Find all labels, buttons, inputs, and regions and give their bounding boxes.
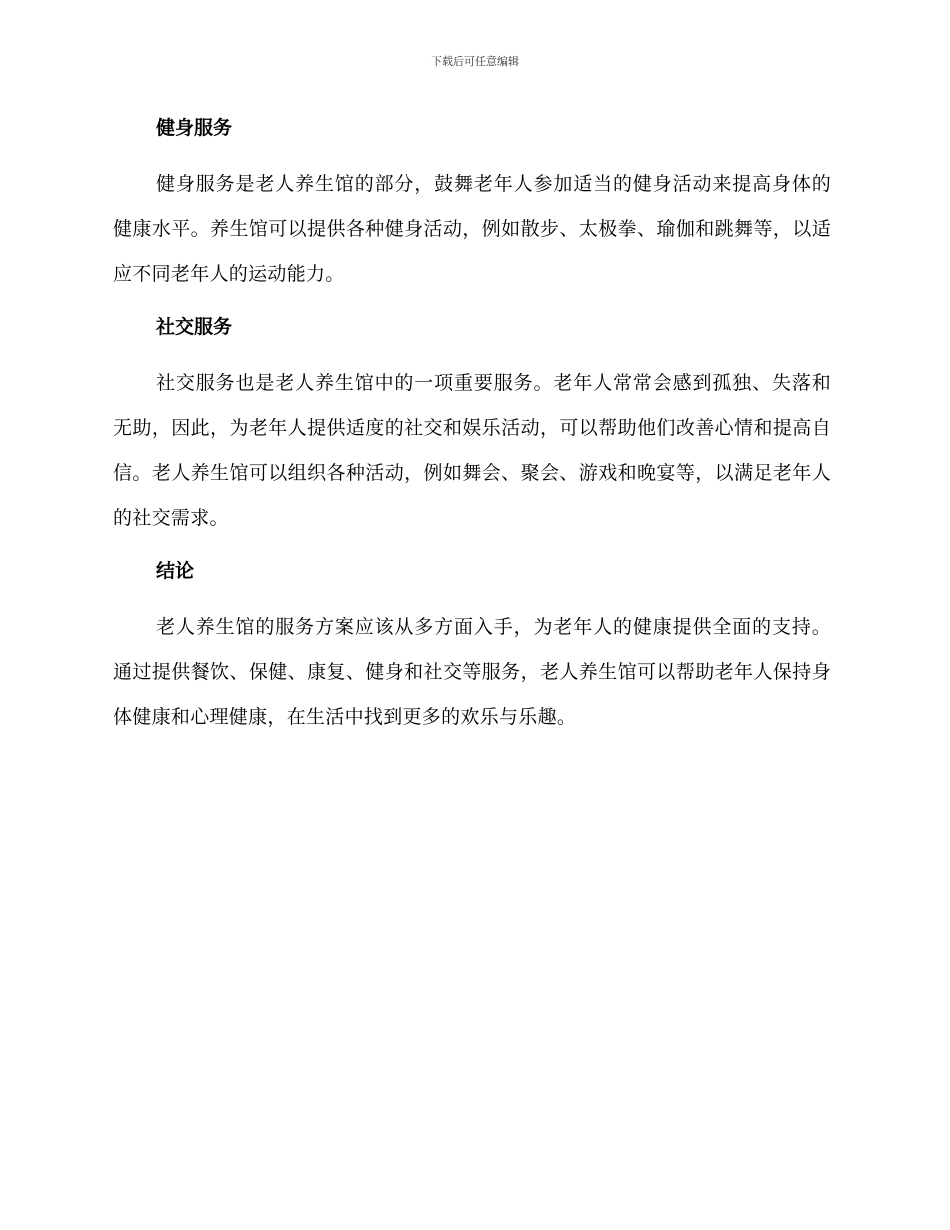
section-paragraph: 老人养生馆的服务方案应该从多方面入手，为老年人的健康提供全面的支持。通过提供餐饮、保健、康复、健身和社交等服务，老人养生馆可以帮助老年人保持身体健康和心理健康，在生活中找到更多的欢乐与乐趣。: [113, 616, 831, 728]
section-paragraph: 社交服务也是老人养生馆中的一项重要服务。老年人常常会感到孤独、失落和无助，因此，为老年人提供适度的社交和娱乐活动，可以帮助他们改善心情和提高自信。老人养生馆可以组织各种活动，例如舞会、聚会、游戏和晚宴等，以满足老年人的社交需求。: [113, 372, 831, 529]
section-conclusion: [113, 553, 831, 740]
section-heading: 健身服务: [156, 117, 233, 139]
section-fitness: [113, 110, 831, 297]
section-social: [113, 309, 831, 541]
document-body: [113, 110, 831, 752]
section-heading: 社交服务: [156, 316, 233, 338]
section-paragraph: 健身服务是老人养生馆的部分，鼓舞老年人参加适当的健身活动来提高身体的健康水平。养生馆可以提供各种健身活动，例如散步、太极拳、瑜伽和跳舞等，以适应不同老年人的运动能力。: [113, 173, 831, 285]
section-heading: 结论: [156, 560, 195, 582]
header-note: 下载后可任意编辑: [431, 55, 519, 68]
